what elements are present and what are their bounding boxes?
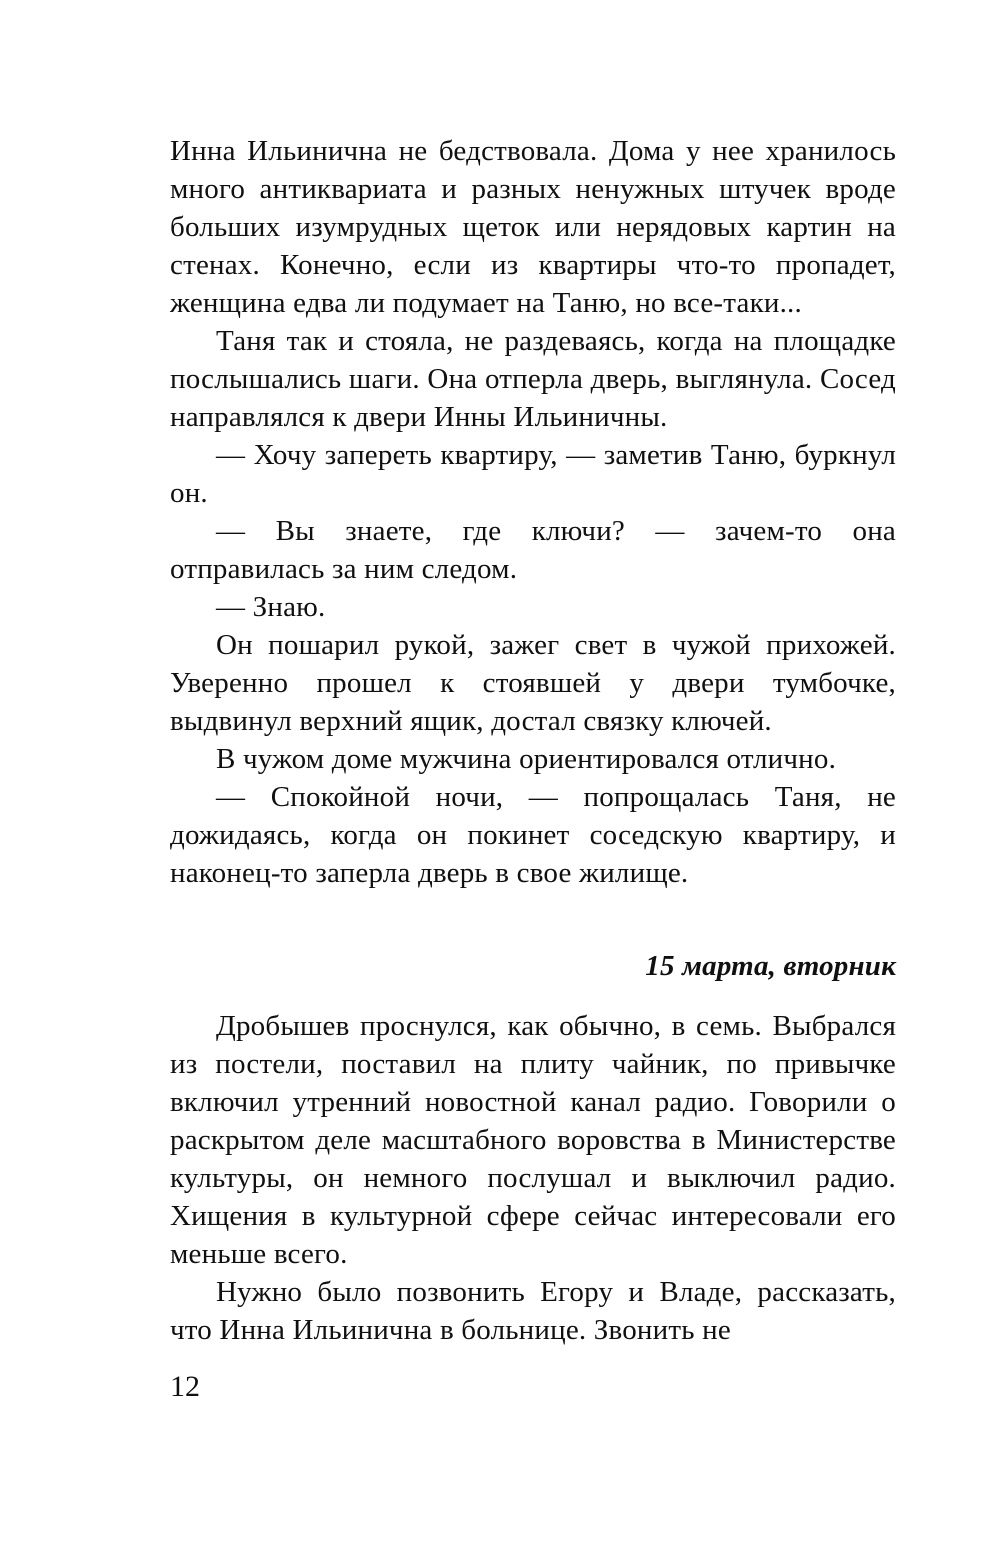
section-date-heading: 15 марта, вторник [645, 950, 896, 982]
paragraph: В чужом доме мужчина ориентировался отлично. [216, 743, 837, 775]
paragraph: Инна Ильинична не бедствовала. Дома у нее хранилось много антиквариата и разных ненужных штучек вроде больших изумрудных щеток или нерядовых картин на стенах. Конечно, если из квартиры что-то пропадет, женщина едва ли подумает на Таню, но все-таки... [170, 135, 896, 319]
paragraph: Нужно было позвонить Егору и Владе, рассказать, что Инна Ильинична в больнице. Звонить не [170, 1276, 896, 1346]
page-number: 12 [170, 1370, 200, 1403]
paragraph: — Вы знаете, где ключи? — зачем-то она отправилась за ним следом. [170, 515, 896, 585]
paragraph: Таня так и стояла, не раздеваясь, когда на площадке послышались шаги. Она отперла дверь, выглянула. Сосед направлялся к двери Инны Ильиничны. [170, 325, 896, 433]
paragraph: — Знаю. [216, 591, 326, 623]
paragraph: — Спокойной ночи, — попрощалась Таня, не дожидаясь, когда он покинет соседскую квартиру, и наконец-то заперла дверь в свое жилище. [170, 781, 896, 889]
paragraph: Дробышев проснулся, как обычно, в семь. Выбрался из постели, поставил на плиту чайник, по привычке включил утренний новостной канал радио. Говорили о раскрытом деле масштабного воровства в Министерстве культуры, он немного послушал и выключил радио. Хищения в культурной сфере сейчас интересовали его меньше всего. [170, 1010, 896, 1270]
paragraph: — Хочу запереть квартиру, — заметив Таню, буркнул он. [170, 439, 896, 509]
paragraph: Он пошарил рукой, зажег свет в чужой прихожей. Уверенно прошел к стоявшей у двери тумбочке, выдвинул верхний ящик, достал связку ключей. [170, 629, 896, 737]
page-text [170, 132, 896, 1349]
